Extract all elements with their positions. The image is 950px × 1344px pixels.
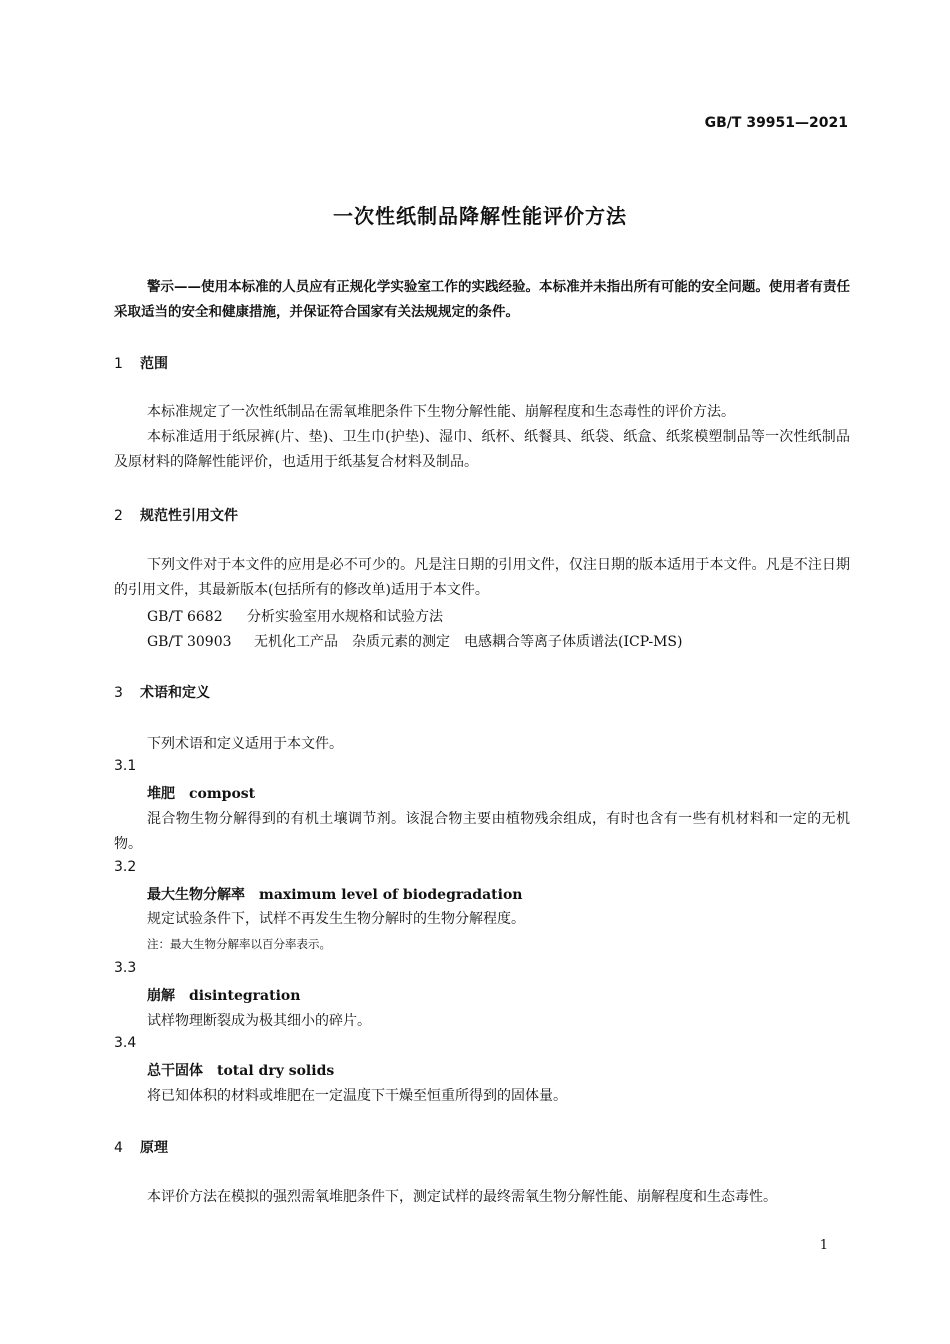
section-heading-3 xyxy=(114,682,210,702)
section-number: 2 xyxy=(114,508,123,524)
paragraph: 下列术语和定义适用于本文件。 xyxy=(147,736,343,752)
section-number: 4 xyxy=(114,1140,123,1156)
term-definition: 试样物理断裂成为极其细小的碎片。 xyxy=(147,1013,371,1029)
paragraph: 本评价方法在模拟的强烈需氧堆肥条件下，测定试样的最终需氧生物分解性能、崩解程度和生态毒性。 xyxy=(147,1189,777,1205)
section-heading-4 xyxy=(114,1137,168,1157)
section-title: 术语和定义 xyxy=(140,685,210,701)
term-entry xyxy=(147,783,255,803)
term-zh: 堆肥 xyxy=(147,786,175,802)
term-zh: 崩解 xyxy=(147,988,175,1004)
reference-code: GB/T 6682 xyxy=(147,609,223,625)
reference-title: 无机化工产品 杂质元素的测定 电感耦合等离子体质谱法(ICP-MS) xyxy=(254,634,683,650)
section-heading-1 xyxy=(114,353,168,373)
term-zh: 总干固体 xyxy=(147,1063,203,1079)
normative-reference xyxy=(147,631,682,651)
reference-title: 分析实验室用水规格和试验方法 xyxy=(247,609,443,625)
term-en: total dry solids xyxy=(217,1063,335,1079)
section-title: 原理 xyxy=(140,1140,168,1156)
paragraph: 下列文件对于本文件的应用是必不可少的。凡是注日期的引用文件，仅注日期的版本适用于本文件。凡是不注日期的引用文件，其最新版本(包括所有的修改单)适用于本文件。 xyxy=(114,557,850,598)
section-number: 1 xyxy=(114,356,123,372)
term-zh: 最大生物分解率 xyxy=(147,887,245,903)
term-entry xyxy=(147,884,522,904)
term-en: disintegration xyxy=(189,988,301,1004)
section-number: 3 xyxy=(114,685,123,701)
term-definition: 规定试验条件下，试样不再发生生物分解时的生物分解程度。 xyxy=(147,911,525,927)
term-number: 3.4 xyxy=(114,1035,137,1051)
normative-reference xyxy=(147,606,443,626)
reference-code: GB/T 30903 xyxy=(147,634,232,650)
term-number: 3.1 xyxy=(114,758,137,774)
term-en: maximum level of biodegradation xyxy=(259,887,523,903)
section-heading-2 xyxy=(114,505,238,525)
term-number: 3.2 xyxy=(114,859,137,875)
term-entry xyxy=(147,1060,334,1080)
term-entry xyxy=(147,985,300,1005)
page-number: 1 xyxy=(819,1238,828,1253)
term-number: 3.3 xyxy=(114,960,137,976)
term-definition: 将已知体积的材料或堆肥在一定温度下干燥至恒重所得到的固体量。 xyxy=(147,1088,567,1104)
warning-paragraph: 警示——使用本标准的人员应有正规化学实验室工作的实践经验。本标准并未指出所有可能的安全问题。使用者有责任采取适当的安全和健康措施，并保证符合国家有关法规规定的条件。 xyxy=(114,279,850,320)
section-title: 范围 xyxy=(140,356,168,372)
section-title: 规范性引用文件 xyxy=(140,508,238,524)
document-title: 一次性纸制品降解性能评价方法 xyxy=(333,204,627,228)
document-number: GB/T 39951—2021 xyxy=(704,115,848,131)
term-note: 注：最大生物分解率以百分率表示。 xyxy=(147,937,331,951)
paragraph: 本标准规定了一次性纸制品在需氧堆肥条件下生物分解性能、崩解程度和生态毒性的评价方法。 xyxy=(147,404,735,420)
term-en: compost xyxy=(189,786,256,802)
paragraph: 本标准适用于纸尿裤(片、垫)、卫生巾(护垫)、湿巾、纸杯、纸餐具、纸袋、纸盒、纸浆模塑制品等一次性纸制品及原材料的降解性能评价，也适用于纸基复合材料及制品。 xyxy=(114,429,850,470)
term-definition: 混合物生物分解得到的有机土壤调节剂。该混合物主要由植物残余组成，有时也含有一些有机材料和一定的无机物。 xyxy=(114,811,850,852)
